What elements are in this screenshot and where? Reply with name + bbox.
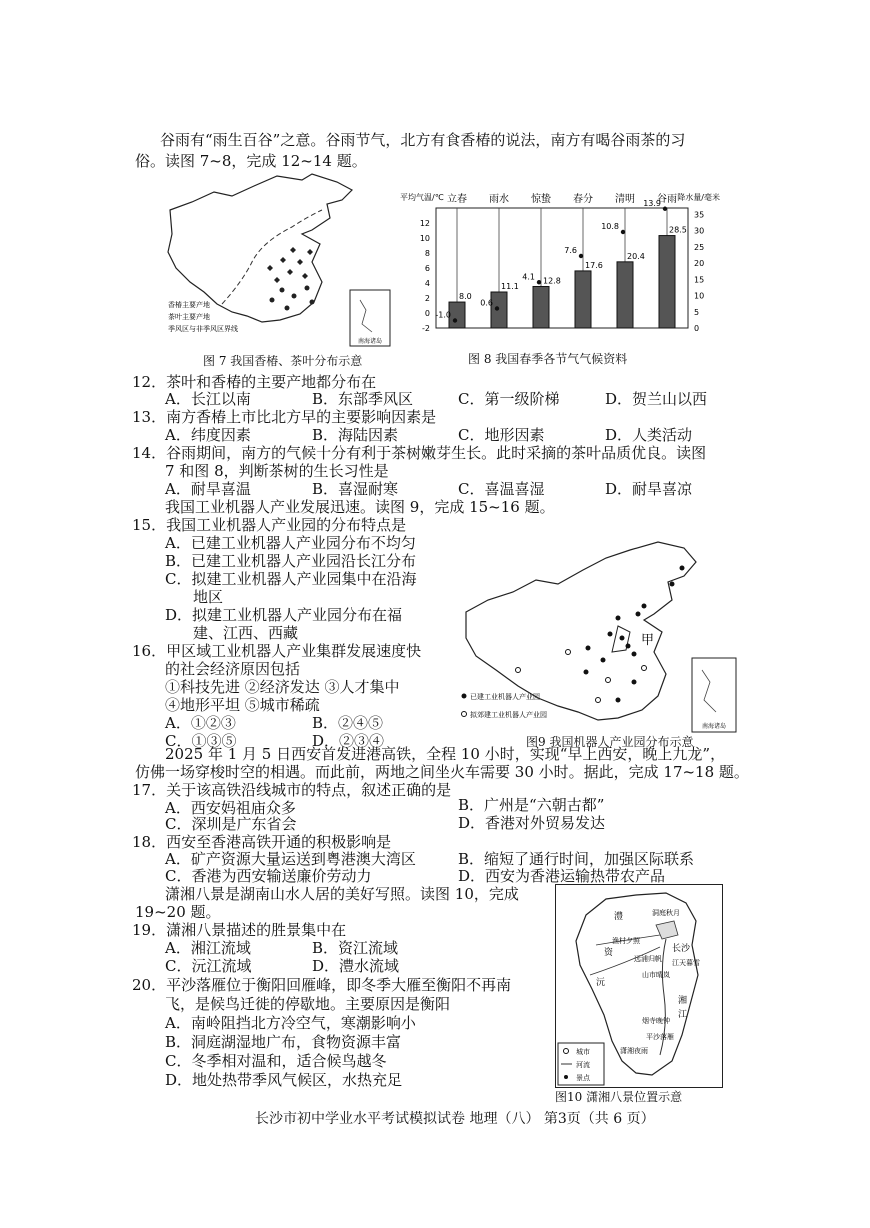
question-20-stem-cont: 飞，是候鸟迁徙的停歇地。主要原因是衡阳 [165,995,451,1013]
legend-item: 已建工业机器人产业园 [470,693,540,701]
option-a[interactable]: A．长江以南 [165,390,251,408]
scenic-label: 山市晴岚 [642,971,670,979]
temperature-label: 7.6 [564,246,577,255]
option-c[interactable]: C．沅江流域 [165,957,252,975]
precipitation-label: 17.6 [585,260,603,270]
scenic-label: 平沙落雁 [646,1033,674,1041]
option-d[interactable]: D．地处热带季风气候区，水热充足 [165,1071,403,1089]
right-tick-label: 5 [694,307,700,317]
inset-label: 南海诸岛 [357,338,383,345]
option-d[interactable]: D．香港对外贸易发达 [458,814,606,832]
intro-text: 2025 年 1 月 5 日西安首发进港高铁，全程 10 小时，实现“早上西安，晚上九龙”， [165,745,726,763]
temperature-point [621,230,625,234]
question-16-statements: ④地形平坦 ⑤城市稀疏 [165,696,320,714]
scenic-label: 潇湘夜雨 [620,1047,648,1055]
temperature-point [579,254,583,258]
scenic-label: 洞庭秋月 [652,909,680,917]
river-label: 江 [678,1010,688,1020]
option-d[interactable]: D．西安为香港运输热带农产品 [458,867,666,885]
option-a[interactable]: A．南岭阻挡北方冷空气，寒潮影响小 [165,1014,416,1032]
legend-item: 茶叶主要产地 [168,313,210,321]
option-b[interactable]: B．海陆因素 [312,426,399,444]
figure-7-map [162,172,394,350]
scenic-label: 远浦归帆 [634,955,662,963]
option-d[interactable]: D．人类活动 [605,426,693,444]
option-c[interactable]: C．香港为西安输送廉价劳动力 [165,867,372,885]
precipitation-label: 12.8 [543,276,561,286]
option-a[interactable]: A．耐旱喜温 [165,480,251,498]
scenic-label: 江天暮雪 [672,959,700,967]
intro-text: 俗。读图 7~8，完成 12~14 题。 [135,152,367,170]
option-a[interactable]: A．纬度因素 [165,426,251,444]
question-14-stem: 14．谷雨期间，南方的气候十分有利于茶树嫩芽生长。此时采摘的茶叶品质优良。读图 [132,444,707,462]
question-15-stem: 15．我国工业机器人产业园的分布特点是 [132,516,407,534]
option-c[interactable]: C．第一级阶梯 [458,390,560,408]
right-tick-label: 25 [694,242,705,252]
temperature-label: 10.8 [601,222,619,231]
figure-9-caption: 图9 我国机器人产业园分布示意 [526,735,694,749]
option-a[interactable]: A．西安妈祖庙众多 [165,799,296,817]
legend-item: 香椿主要产地 [168,301,210,309]
temperature-point [495,306,499,310]
right-axis-label: 降水量/毫米 [677,193,720,202]
figure-10-map [555,884,723,1088]
precipitation-bar [617,262,633,328]
region-label: 甲 [641,633,655,648]
option-d[interactable]: D．②③④ [312,732,385,750]
option-a[interactable]: A．湘江流域 [165,939,251,957]
temperature-label: 13.9 [643,198,661,208]
category-label: 惊蛰 [531,194,551,205]
option-c[interactable]: C．拟建工业机器人产业园集中在沿海 [165,570,417,588]
river-label: 澧 [614,912,624,922]
option-b[interactable]: B．广州是“六朝古都” [458,796,605,814]
precipitation-bar [659,236,675,328]
question-18-stem: 18．西安至香港高铁开通的积极影响是 [132,833,392,851]
temperature-point [663,207,667,211]
option-c[interactable]: C．①③⑤ [165,732,237,750]
intro-text: 潇湘八景是湖南山水人居的美好写照。读图 10，完成 [165,885,519,903]
intro-text: 19~20 题。 [135,903,221,921]
right-tick-label: 20 [694,259,705,269]
river-label: 沅 [596,978,606,988]
option-c[interactable]: C．冬季相对温和，适合候鸟越冬 [165,1052,387,1070]
left-tick-label: 6 [424,264,430,273]
option-d[interactable]: D．澧水流域 [312,957,400,975]
question-16-statements: ①科技先进 ②经济发达 ③人才集中 [165,678,400,696]
option-d-cont[interactable]: 建、江西、西藏 [193,624,299,642]
legend-item: 拟郊建工业机器人产业园 [470,711,547,719]
option-d[interactable]: D．耐旱喜凉 [605,480,693,498]
option-b[interactable]: B．资江流域 [312,939,399,957]
left-tick-label: 0 [424,309,430,318]
page-footer: 长沙市初中学业水平考试模拟试卷 地理（八） 第3页（共 6 页） [255,1111,655,1127]
precipitation-label: 11.1 [501,282,519,291]
inset-label: 南海诸岛 [701,723,727,730]
question-12-stem: 12．茶叶和香椿的主要产地都分布在 [132,373,377,391]
intro-text: 我国工业机器人产业发展迅速。读图 9，完成 15~16 题。 [165,498,555,516]
category-label: 清明 [615,194,635,205]
scenic-label: 烟寺晚钟 [642,1017,670,1025]
category-label: 立春 [447,194,467,205]
precipitation-label: 20.4 [627,251,645,261]
city-label: 长沙 [672,944,691,954]
question-13-stem: 13．南方香椿上市比北方早的主要影响因素是 [132,408,437,426]
option-b[interactable]: B．②④⑤ [312,714,384,732]
temperature-label: -1.0 [435,310,451,320]
legend-item: 景点 [576,1074,590,1082]
left-tick-label: 12 [419,219,430,228]
right-tick-label: 10 [694,291,705,301]
left-tick-label: 8 [424,249,430,258]
left-axis-label: 平均气温/℃ [400,193,444,202]
left-tick-label: 2 [424,294,430,303]
category-label: 雨水 [489,194,509,205]
option-b[interactable]: B．洞庭湖湿地广布，食物资源丰富 [165,1033,402,1051]
intro-text: 仿佛一场穿梭时空的相遇。而此前，两地之间坐火车需要 30 小时。据此，完成 17~18 题。 [135,763,749,781]
left-tick-label: 10 [419,234,430,243]
option-a[interactable]: A．①②③ [165,714,236,732]
intro-text: 谷雨有“雨生百谷”之意。谷雨节气，北方有食香椿的说法，南方有喝谷雨茶的习 [160,131,686,149]
plot-frame [436,208,688,328]
left-tick-label: -2 [422,324,430,333]
left-tick-label: 4 [424,279,430,288]
legend-item: 城市 [576,1048,590,1056]
river-label: 湘 [678,996,688,1006]
figure-8-chart [398,188,728,338]
figure-7-caption: 图 7 我国香椿、茶叶分布示意 [203,354,363,368]
precipitation-bar [575,271,591,328]
option-c-cont[interactable]: 地区 [193,588,224,606]
legend-item: 季风区与非季风区界线 [168,325,238,333]
question-14-stem-cont: 7 和图 8，判断茶树的生长习性是 [165,462,389,480]
option-c[interactable]: C．地形因素 [458,426,545,444]
temperature-label: 4.1 [522,272,535,282]
option-a[interactable]: A．已建工业机器人产业园分布不均匀 [165,534,416,552]
right-tick-label: 35 [694,210,705,220]
legend-item: 河流 [576,1061,590,1069]
question-16-stem-cont: 的社会经济原因包括 [165,660,301,678]
option-c[interactable]: C．深圳是广东省会 [165,815,297,833]
category-label: 谷雨 [657,194,677,205]
question-17-stem: 17．关于该高铁沿线城市的特点，叙述正确的是 [132,781,452,799]
precipitation-label: 28.5 [669,225,687,235]
right-tick-label: 30 [694,226,705,236]
scenic-label: 渔村夕照 [612,937,640,945]
option-d[interactable]: D．贺兰山以西 [605,390,708,408]
figure-10-caption: 图10 潇湘八景位置示意 [555,1090,683,1104]
figure-8-caption: 图 8 我国春季各节气气候资料 [468,352,628,366]
precipitation-bar [491,292,507,328]
river-label: 资 [604,948,614,958]
option-b[interactable]: B．喜湿耐寒 [312,480,399,498]
option-c[interactable]: C．喜温喜湿 [458,480,545,498]
right-tick-label: 15 [694,275,705,285]
question-20-stem: 20．平沙落雁位于衡阳回雁峰，即冬季大雁至衡阳不再南 [132,976,512,994]
precipitation-bar [449,302,465,328]
right-tick-label: 0 [694,324,700,333]
figure-9-map [458,540,740,736]
question-19-stem: 19．潇湘八景描述的胜景集中在 [132,921,347,939]
temperature-label: 0.6 [480,298,493,308]
option-d[interactable]: D．拟建工业机器人产业园分布在福 [165,606,403,624]
option-b[interactable]: B．已建工业机器人产业园沿长江分布 [165,552,417,570]
precipitation-label: 8.0 [459,292,472,302]
question-16-stem: 16．甲区域工业机器人产业集群发展速度快 [132,642,422,660]
option-a[interactable]: A．矿产资源大量运送到粤港澳大湾区 [165,850,416,868]
temperature-point [537,280,541,284]
temperature-point [453,318,457,322]
option-b[interactable]: B．东部季风区 [312,390,414,408]
precipitation-bar [533,286,549,328]
option-b[interactable]: B．缩短了通行时间，加强区际联系 [458,850,695,868]
category-label: 春分 [573,194,593,205]
